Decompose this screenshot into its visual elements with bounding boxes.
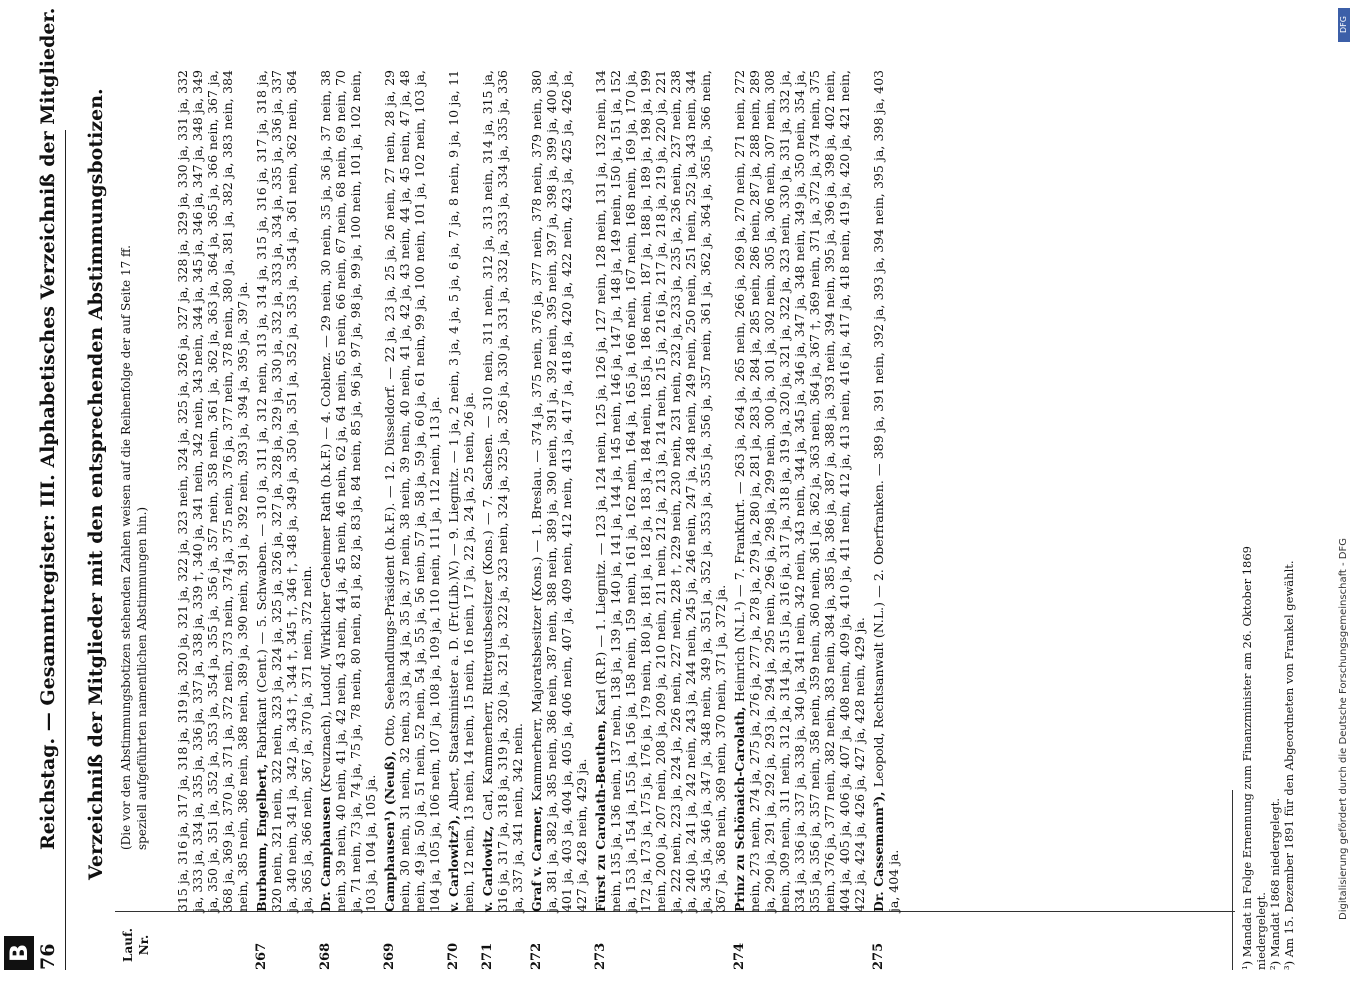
page-header xyxy=(35,7,65,970)
entry-number: 270 xyxy=(446,942,461,970)
entry-number: 271 xyxy=(480,942,495,970)
member-entry xyxy=(318,70,378,970)
section-mark: B xyxy=(4,936,34,970)
vote-record: Albert, Staatsminister a. D. (Fr.(Lib.)V.) — 9. Liegnitz. — 1 ja, 2 nein, 3 ja, 4 ja, 5 ja, 6 ja, 7 ja, 8 nein, 9 ja, 10 ja, 11 nein, 12 nein, 13 nein, 14 nein, 15 nein, 16 nein, 17 ja, 22 ja, 24 ja, 25 nein, 26 ja. xyxy=(446,70,476,912)
footnote-rule xyxy=(1232,790,1233,970)
member-entry xyxy=(382,70,442,970)
member-name: Burbaum, Engelbert, xyxy=(254,763,269,912)
member-entry xyxy=(446,70,476,970)
member-name: Fürst zu Carolath-Beuthen, xyxy=(593,719,608,912)
entry-number: 275 xyxy=(871,942,886,970)
column-header xyxy=(120,920,152,970)
entry-number: 272 xyxy=(529,942,544,970)
member-entry xyxy=(593,70,728,970)
member-name: Dr. Cassemann³), xyxy=(871,791,886,912)
member-name: v. Carlowitz, xyxy=(480,825,495,912)
entry-number: 273 xyxy=(593,942,608,970)
member-name: Dr. Camphausen xyxy=(318,796,333,912)
page-subtitle: (Die vor den Abstimmungsbotizen stehenden Zahlen weisen auf die Reihenfolge der auf Seite 17 ff. speziell aufgeführten namentlichen Abstimmungen hin.) xyxy=(119,245,149,850)
vote-record: Otto, Seehandlungs-Präsident (b.k.F.). — 12. Düsseldorf. — 22 ja, 23 ja, 25 ja, 26 nein, 27 nein, 28 ja, 29 nein, 30 nein, 31 nein, 32 nein, 33 ja, 34 ja, 35 ja, 37 nein, 38 nein, 39 nein, 40 nein, 41 ja, 42 ja, 43 nein, 44 ja, 45 nein, 47 ja, 48 nein, 49 ja, 50 ja, 51 nein, 52 nein, 54 ja, 55 ja, 56 nein, 57 ja, 58 ja, 59 ja, 60 ja, 61 nein, 99 ja, 100 nein, 101 ja, 102 nein, 103 ja, 104 ja, 105 ja, 106 nein, 107 ja, 108 ja, 109 ja, 110 nein, 111 ja, 112 nein, 113 ja. xyxy=(382,70,442,912)
entry-number: 267 xyxy=(254,942,269,970)
footnote: ³) Am 15. Dezember 1891 für den Abgeordneten von Frankel gewählt. xyxy=(1282,560,1296,970)
member-entry xyxy=(480,70,525,970)
digitization-credit: Digitalisierung gefördert durch die Deutsche Forschungsgemeinschaft - DFG xyxy=(1338,537,1349,920)
member-entry xyxy=(254,70,314,970)
member-list xyxy=(175,70,905,970)
dfg-logo: DFG xyxy=(1338,8,1350,42)
header-rule xyxy=(65,130,66,970)
member-name: Camphausen¹) (Neuß), xyxy=(382,750,397,912)
entry-number: 268 xyxy=(318,942,333,970)
column-header-line2: Nr. xyxy=(137,934,151,956)
vote-record: Fabrikant (Cent.) — 5. Schwaben. — 310 ja, 311 ja, 312 nein, 313 ja, 314 ja, 315 ja, 316 ja, 317 ja, 318 ja, 320 nein, 321 nein, 322 nein, 323 ja, 324 ja, 325 ja, 326 ja, 327 ja, 328 ja, 329 ja, 330 ja, 332 ja, 333 ja, 334 ja, 335 ja, 336 ja, 337 ja, 340 nein, 341 ja, 342 ja, 343 †, 344 †, 345 †, 346 †, 348 ja, 349 ja, 350 ja, 351 ja, 352 ja, 353 ja, 354 ja, 361 nein, 362 nein, 364 ja, 365 ja, 366 nein, 367 ja, 370 ja, 371 nein, 372 nein. xyxy=(254,70,314,912)
vote-record: Heinrich (N.L.¹) — 7. Frankfurt. — 263 ja, 264 ja, 265 nein, 266 ja, 269 ja, 270 nein, 271 nein, 272 nein, 273 nein, 274 ja, 275 ja, 276 ja, 277 ja, 278 ja, 279 ja, 280 ja, 281 ja, 283 ja, 284 ja, 285 nein, 286 nein, 287 ja, 288 nein, 289 ja, 290 ja, 291 ja, 292 ja, 293 ja, 294 ja, 295 nein, 296 ja, 298 ja, 299 nein, 300 ja, 301 ja, 302 nein, 305 ja, 306 nein, 307 nein, 308 nein, 309 nein, 311 nein, 312 ja, 314 ja, 315 ja, 316 ja, 317 ja, 318 ja, 319 ja, 320 ja, 321 ja, 322 ja, 323 nein, 330 ja, 331 ja, 332 ja, 334 ja, 336 ja, 337 ja, 338 ja, 340 ja, 341 nein, 342 nein, 343 nein, 344 ja, 345 ja, 346 ja, 347 ja, 348 nein, 349 ja, 350 nein, 354 ja, 355 ja, 356 ja, 357 nein, 358 nein, 359 nein, 360 nein, 361 ja, 362 ja, 363 nein, 364 ja, 367 †, 369 nein, 371 ja, 372 ja, 374 nein, 375 nein, 376 ja, 377 nein, 382 nein, 383 nein, 384 ja, 385 ja, 386 ja, 387 ja, 388 ja, 393 nein, 394 nein, 395 ja, 396 ja, 398 ja, 402 nein, 404 ja, 405 ja, 406 ja, 407 ja, 408 nein, 409 ja, 410 ja, 411 nein, 412 ja, 413 nein, 416 ja, 417 ja, 418 nein, 419 ja, 420 ja, 421 nein, 422 ja, 424 ja, 426 ja, 427 ja, 428 nein, 429 ja. xyxy=(732,70,867,912)
member-entry xyxy=(175,70,250,970)
footnote: ¹) Mandat in Folge Ernennung zum Finanzminister am 26. Oktober 1869 niedergelegt. xyxy=(1240,546,1268,970)
running-title: Reichstag. — Gesammtregister: III. Alphabetisches Verzeichniß der Mitglieder. xyxy=(37,7,59,850)
footnotes xyxy=(1240,510,1296,970)
vote-record: Karl (R.P.) — 1. Liegnitz. — 123 ja, 124 nein, 125 ja, 126 ja, 127 nein, 128 nein, 131 ja, 132 nein, 134 nein, 135 ja, 136 nein, 137 nein, 138 ja, 139 ja, 140 ja, 141 ja, 144 ja, 145 nein, 146 ja, 147 ja, 148 ja, 149 nein, 150 ja, 151 ja, 152 ja, 153 ja, 154 ja, 155 ja, 156 ja, 158 nein, 159 nein, 161 ja, 162 nein, 164 ja, 165 ja, 166 nein, 167 nein, 168 nein, 169 ja, 170 ja, 172 ja, 173 ja, 175 ja, 176 ja, 179 nein, 180 ja, 181 ja, 182 ja, 183 ja, 184 nein, 185 ja, 186 nein, 187 ja, 188 ja, 189 ja, 198 ja, 199 nein, 200 ja, 207 nein, 208 ja, 209 ja, 210 nein, 211 nein, 212 ja, 213 ja, 214 nein, 215 ja, 216 ja, 217 ja, 218 ja, 219 ja, 220 ja, 221 ja, 222 nein, 223 ja, 224 ja, 226 nein, 227 nein, 228 †, 229 nein, 230 nein, 231 nein, 232 ja, 233 ja, 235 ja, 236 nein, 237 nein, 238 ja, 240 ja, 241 ja, 242 nein, 243 ja, 244 nein, 245 ja, 246 nein, 247 ja, 248 nein, 249 nein, 250 nein, 251 nein, 252 ja, 343 nein, 344 ja, 345 ja, 346 ja, 347 ja, 348 nein, 349 ja, 351 ja, 352 ja, 353 ja, 355 ja, 356 ja, 357 nein, 361 ja, 362 ja, 364 ja, 365 ja, 366 nein, 367 ja, 368 nein, 369 nein, 370 nein, 371 ja, 372 ja. xyxy=(593,70,728,912)
vote-record: Leopold, Rechtsanwalt (N.L.) — 2. Oberfranken. — 389 ja, 391 nein, 392 ja, 393 ja, 394 nein, 395 ja, 398 ja, 403 ja, 404 ja. xyxy=(871,70,901,912)
column-header-line1: Lauf. xyxy=(121,928,135,962)
vote-record: 315 ja, 316 ja, 317 ja, 318 ja, 319 ja, 320 ja, 321 ja, 322 ja, 323 nein, 324 ja, 325 ja, 326 ja, 327 ja, 328 ja, 329 ja, 330 ja, 331 ja, 332 ja, 333 ja, 334 ja, 335 ja, 336 ja, 337 ja, 338 ja, 339 †, 340 ja, 341 nein, 342 nein, 343 nein, 344 ja, 345 ja, 346 ja, 347 ja, 348 ja, 349 ja, 350 ja, 351 ja, 352 ja, 353 ja, 354 ja, 355 ja, 356 ja, 357 nein, 358 nein, 361 ja, 362 ja, 363 ja, 364 ja, 365 ja, 366 nein, 367 ja, 368 ja, 369 ja, 370 ja, 371 ja, 372 nein, 373 nein, 374 ja, 375 nein, 376 ja, 377 nein, 378 nein, 380 ja, 381 ja, 382 ja, 383 nein, 384 nein, 385 nein, 386 nein, 388 nein, 389 ja, 390 nein, 391 ja, 392 nein, 393 ja, 394 ja, 395 ja, 397 ja. xyxy=(175,70,250,912)
page-title: Verzeichniß der Mitglieder mit den entsprechenden Abstimmungsbotizen. xyxy=(85,88,107,880)
member-name: Prinz zu Schönaich-Carolath, xyxy=(732,706,747,912)
member-name: v. Carlowitz²), xyxy=(446,815,461,912)
member-entry xyxy=(529,70,589,970)
member-entry xyxy=(732,70,867,970)
member-name: Graf v. Carmer, xyxy=(529,805,544,912)
vote-record: Carl, Kammerherr, Rittergutsbesitzer (Kons.) — 7. Sachsen. — 310 nein, 311 nein, 312 ja, 313 nein, 314 ja, 315 ja, 316 ja, 317 ja, 318 ja, 319 ja, 320 ja, 321 ja, 322 ja, 323 nein, 324 ja, 325 ja, 326 ja, 330 ja, 331 ja, 332 ja, 333 ja, 334 ja, 335 ja, 336 ja, 337 ja, 341 nein, 342 nein. xyxy=(480,70,525,912)
entry-number: 274 xyxy=(732,942,747,970)
member-entry xyxy=(871,70,901,970)
page-number: 76 xyxy=(37,943,59,970)
entry-number xyxy=(175,912,250,970)
entry-number: 269 xyxy=(382,942,397,970)
vote-record: (Kreuznach), Ludolf, Wirklicher Geheimer Rath (b.k.F.) — 4. Coblenz. — 29 nein, 30 nein, 35 ja, 36 ja, 37 nein, 38 nein, 39 nein, 40 nein, 41 ja, 42 nein, 43 nein, 44 ja, 45 nein, 46 nein, 62 ja, 64 nein, 65 nein, 66 nein, 67 nein, 68 nein, 69 nein, 70 ja, 71 nein, 73 ja, 74 ja, 75 ja, 78 nein, 80 nein, 81 ja, 82 ja, 83 ja, 84 nein, 85 ja, 96 ja, 97 ja, 98 ja, 99 ja, 100 nein, 101 ja, 102 nein, 103 ja, 104 ja, 105 ja. xyxy=(318,70,378,912)
footnote: ²) Mandat 1868 niedergelegt. xyxy=(1268,797,1282,970)
vote-record: Kammerherr, Majoratsbesitzer (Kons.) — 1. Breslau. — 374 ja, 375 nein, 376 ja, 377 nein, 378 nein, 379 nein, 380 ja, 381 ja, 382 ja, 385 nein, 386 nein, 387 nein, 388 nein, 389 ja, 390 nein, 391 ja, 392 nein, 395 nein, 397 ja, 398 ja, 399 ja, 400 ja, 401 ja, 403 ja, 404 ja, 405 ja, 406 nein, 407 ja, 409 nein, 412 nein, 413 ja, 417 ja, 418 ja, 420 ja, 422 nein, 423 ja, 425 ja, 426 ja, 427 ja, 428 nein, 429 ja. xyxy=(529,70,589,912)
